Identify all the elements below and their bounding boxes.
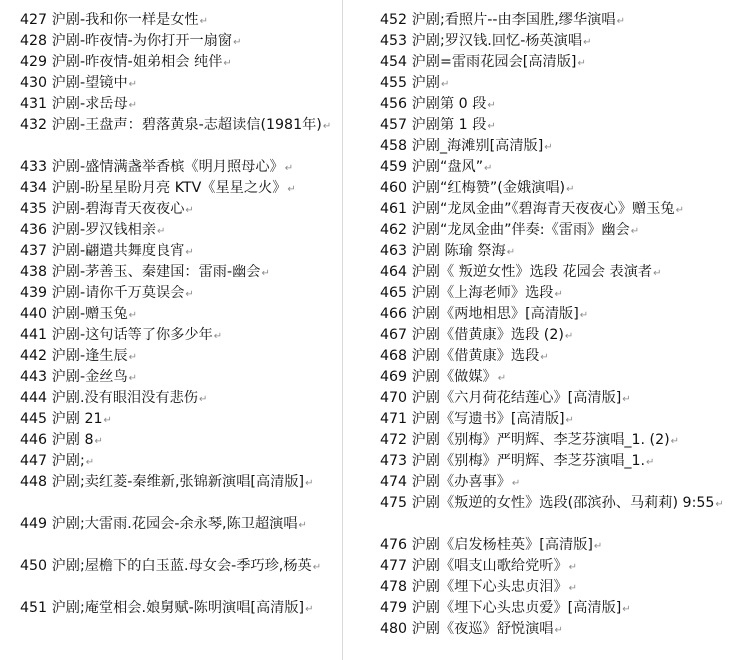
list-item: 468 沪剧《借黄康》选段↵ bbox=[380, 348, 549, 364]
list-item: 475 沪剧《叛逆的女性》选段(邵滨孙、马莉莉) 9:55↵ bbox=[380, 495, 724, 511]
paragraph-mark-icon: ↵ bbox=[554, 289, 563, 300]
list-item: 478 沪剧《埋下心头忠贞泪》↵ bbox=[380, 579, 578, 595]
list-item: 466 沪剧《两地相思》[高清版]↵ bbox=[380, 306, 589, 322]
column-divider bbox=[342, 0, 343, 660]
list-item: 459 沪剧“盘风”↵ bbox=[380, 159, 493, 175]
paragraph-mark-icon: ↵ bbox=[511, 478, 521, 489]
list-item: 458 沪剧_海滩别[高清版]↵ bbox=[380, 138, 553, 154]
paragraph-mark-icon: ↵ bbox=[544, 142, 553, 153]
paragraph-mark-icon: ↵ bbox=[223, 58, 232, 69]
list-item: 470 沪剧《六月荷花结莲心》[高清版]↵ bbox=[380, 390, 631, 406]
list-item: 473 沪剧《别梅》严明辉、李芝芬演唱_1.↵ bbox=[380, 453, 655, 469]
paragraph-mark-icon: ↵ bbox=[157, 226, 166, 237]
paragraph-mark-icon: ↵ bbox=[653, 268, 662, 279]
list-item: 471 沪剧《写遗书》[高清版]↵ bbox=[380, 411, 574, 427]
list-item: 477 沪剧《唱支山歌给党听》↵ bbox=[380, 558, 578, 574]
paragraph-mark-icon: ↵ bbox=[185, 247, 194, 258]
paragraph-mark-icon: ↵ bbox=[568, 562, 578, 573]
paragraph-mark-icon: ↵ bbox=[564, 331, 574, 342]
paragraph-mark-icon: ↵ bbox=[715, 499, 724, 510]
paragraph-mark-icon: ↵ bbox=[128, 100, 138, 111]
paragraph-mark-icon: ↵ bbox=[322, 121, 332, 132]
list-item: 472 沪剧《别梅》严明辉、李芝芬演唱_1. (2)↵ bbox=[380, 432, 680, 448]
paragraph-mark-icon: ↵ bbox=[568, 583, 578, 594]
list-item: 436 沪剧-罗汉钱相亲↵ bbox=[20, 222, 166, 238]
list-item: 456 沪剧第 0 段↵ bbox=[380, 96, 496, 112]
list-item: 480 沪剧《夜巡》舒悦演唱↵ bbox=[380, 621, 563, 637]
list-item: 463 沪剧 陈瑜 祭海↵ bbox=[380, 243, 516, 259]
paragraph-mark-icon: ↵ bbox=[487, 100, 496, 111]
paragraph-mark-icon: ↵ bbox=[622, 394, 631, 405]
list-item: 476 沪剧《启发杨桂英》[高清版]↵ bbox=[380, 537, 603, 553]
list-item: 464 沪剧《 叛逆女性》选段 花园会 表演者↵ bbox=[380, 264, 662, 280]
list-item: 451 沪剧;庵堂相会.娘舅赋-陈明演唱[高清版]↵ bbox=[20, 600, 314, 616]
right-column bbox=[380, 10, 732, 640]
paragraph-mark-icon: ↵ bbox=[583, 37, 592, 48]
paragraph-mark-icon: ↵ bbox=[233, 37, 242, 48]
paragraph-mark-icon: ↵ bbox=[440, 79, 450, 90]
list-item: 479 沪剧《埋下心头忠贞爱》[高清版]↵ bbox=[380, 600, 631, 616]
paragraph-mark-icon: ↵ bbox=[506, 247, 516, 258]
list-item: 474 沪剧《办喜事》↵ bbox=[380, 474, 521, 490]
list-item: 438 沪剧-茅善玉、秦建国：雷雨-幽会↵ bbox=[20, 264, 270, 280]
paragraph-mark-icon: ↵ bbox=[128, 79, 138, 90]
paragraph-mark-icon: ↵ bbox=[305, 478, 314, 489]
list-item: 431 沪剧-求岳母↵ bbox=[20, 96, 138, 112]
list-item: 455 沪剧↵ bbox=[380, 75, 450, 91]
paragraph-mark-icon: ↵ bbox=[566, 184, 575, 195]
paragraph-mark-icon: ↵ bbox=[94, 436, 103, 447]
list-item: 437 沪剧-翩遣共舞度良宵↵ bbox=[20, 243, 194, 259]
list-item: 465 沪剧《上海老师》选段↵ bbox=[380, 285, 563, 301]
paragraph-mark-icon: ↵ bbox=[128, 310, 138, 321]
list-item: 446 沪剧 8↵ bbox=[20, 432, 103, 448]
list-item: 447 沪剧;↵ bbox=[20, 453, 95, 469]
paragraph-mark-icon: ↵ bbox=[312, 562, 322, 573]
paragraph-mark-icon: ↵ bbox=[103, 415, 112, 426]
paragraph-mark-icon: ↵ bbox=[487, 121, 496, 132]
paragraph-mark-icon: ↵ bbox=[670, 436, 680, 447]
list-item: 440 沪剧-赠玉兔↵ bbox=[20, 306, 138, 322]
paragraph-mark-icon: ↵ bbox=[616, 16, 625, 27]
paragraph-mark-icon: ↵ bbox=[199, 16, 208, 27]
paragraph-mark-icon: ↵ bbox=[593, 541, 603, 552]
list-item: 449 沪剧;大雷雨.花园会-余永琴,陈卫超演唱↵ bbox=[20, 516, 307, 532]
list-item: 450 沪剧;屋檐下的白玉蓝.母女会-季巧珍,杨英↵ bbox=[20, 558, 322, 574]
paragraph-mark-icon: ↵ bbox=[630, 226, 640, 237]
paragraph-mark-icon: ↵ bbox=[185, 205, 194, 216]
paragraph-mark-icon: ↵ bbox=[484, 163, 493, 174]
list-item: 443 沪剧-金丝鸟↵ bbox=[20, 369, 138, 385]
paragraph-mark-icon: ↵ bbox=[128, 352, 138, 363]
list-item: 448 沪剧;卖红菱-秦维新,张锦新演唱[高清版]↵ bbox=[20, 474, 314, 490]
list-item: 452 沪剧;看照片--由李国胜,缪华演唱↵ bbox=[380, 12, 625, 28]
list-item: 428 沪剧-昨夜情-为你打开一扇窗↵ bbox=[20, 33, 242, 49]
list-item: 462 沪剧“龙凤金曲”伴奏:《雷雨》幽会↵ bbox=[380, 222, 640, 238]
list-item: 441 沪剧-这句话等了你多少年↵ bbox=[20, 327, 223, 343]
paragraph-mark-icon: ↵ bbox=[579, 310, 589, 321]
list-item: 461 沪剧“龙凤金曲”《碧海青天夜夜心》赠玉兔↵ bbox=[380, 201, 684, 217]
paragraph-mark-icon: ↵ bbox=[85, 457, 95, 468]
list-item: 444 沪剧.没有眼泪没有悲伤↵ bbox=[20, 390, 208, 406]
list-item: 460 沪剧“红梅赞”(金娥演唱)↵ bbox=[380, 180, 575, 196]
list-item: 430 沪剧-望镜中↵ bbox=[20, 75, 138, 91]
paragraph-mark-icon: ↵ bbox=[213, 331, 223, 342]
paragraph-mark-icon: ↵ bbox=[287, 184, 296, 195]
paragraph-mark-icon: ↵ bbox=[497, 373, 507, 384]
list-item: 454 沪剧=雷雨花园会[高清版]↵ bbox=[380, 54, 586, 70]
paragraph-mark-icon: ↵ bbox=[675, 205, 684, 216]
paragraph-mark-icon: ↵ bbox=[540, 352, 549, 363]
paragraph-mark-icon: ↵ bbox=[128, 373, 138, 384]
list-item: 435 沪剧-碧海青天夜夜心↵ bbox=[20, 201, 194, 217]
list-item: 439 沪剧-请你千万莫误会↵ bbox=[20, 285, 194, 301]
list-item: 457 沪剧第 1 段↵ bbox=[380, 117, 496, 133]
list-item: 442 沪剧-逢生辰↵ bbox=[20, 348, 138, 364]
list-item: 429 沪剧-昨夜情-姐弟相会 纯伴↵ bbox=[20, 54, 232, 70]
paragraph-mark-icon: ↵ bbox=[298, 520, 307, 531]
paragraph-mark-icon: ↵ bbox=[284, 163, 294, 174]
list-item: 453 沪剧;罗汉钱.回忆-杨英演唱↵ bbox=[380, 33, 592, 49]
list-item: 433 沪剧-盛情满盏举香槟《明月照母心》↵ bbox=[20, 159, 294, 175]
list-item: 445 沪剧 21↵ bbox=[20, 411, 112, 427]
paragraph-mark-icon: ↵ bbox=[185, 289, 194, 300]
paragraph-mark-icon: ↵ bbox=[577, 58, 586, 69]
list-item: 427 沪剧-我和你一样是女性↵ bbox=[20, 12, 208, 28]
paragraph-mark-icon: ↵ bbox=[305, 604, 314, 615]
paragraph-mark-icon: ↵ bbox=[622, 604, 631, 615]
list-item: 432 沪剧-王盘声：碧落黄泉-志超读信(1981年)↵ bbox=[20, 117, 332, 133]
paragraph-mark-icon: ↵ bbox=[554, 625, 563, 636]
paragraph-mark-icon: ↵ bbox=[261, 268, 270, 279]
paragraph-mark-icon: ↵ bbox=[646, 457, 655, 468]
list-item: 434 沪剧-盼星星盼月亮 KTV《星星之火》↵ bbox=[20, 180, 296, 196]
list-item: 469 沪剧《做媒》↵ bbox=[380, 369, 507, 385]
list-item: 467 沪剧《借黄康》选段 (2)↵ bbox=[380, 327, 574, 343]
left-column bbox=[20, 10, 338, 640]
paragraph-mark-icon: ↵ bbox=[198, 394, 208, 405]
paragraph-mark-icon: ↵ bbox=[565, 415, 574, 426]
